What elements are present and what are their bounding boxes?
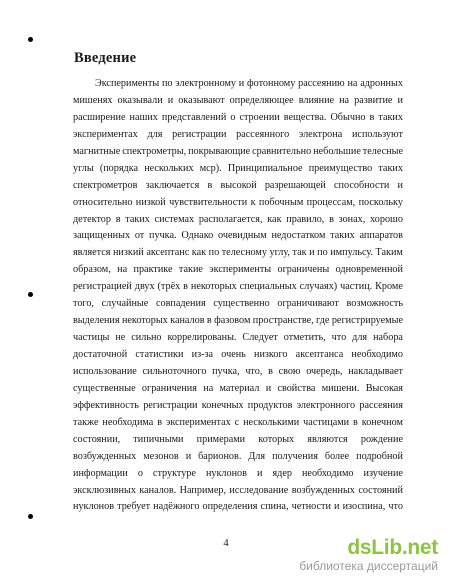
text-line: нуклонов требует надёжного определения спина, четности и изоспина, что [73, 501, 403, 513]
text-line: экспериментах для регистрации рассеянного электрона используют [73, 128, 403, 140]
text-line: защищенных от пучка. Однако очевидным недостатком таких аппаратов [73, 230, 403, 242]
text-line: того, случайные совпадения существенно ограничивают возможность [73, 298, 403, 310]
text-line: использование сильноточного пучка, что, в свою очередь, накладывает [73, 365, 403, 377]
margin-bullet-bottom [28, 514, 33, 519]
text-line: регистрацией двух (трёх в некоторых специальных случаях) частиц. Кроме [73, 281, 403, 293]
text-line: информации о структуре нуклонов и ядер необходимо изучение [73, 467, 403, 479]
text-line: Эксперименты по электронному и фотонному рассеянию на адронных [95, 78, 403, 89]
text-line: также необходима в экспериментах с несколькими частицами в конечном [73, 416, 403, 428]
margin-bullet-top [28, 37, 33, 42]
text-line: состоянии, типичными примерами которых являются рождение [73, 433, 403, 445]
text-line: образом, на практике такие эксперименты ограничены одновременной [73, 264, 403, 276]
section-heading: Введение [74, 50, 137, 66]
watermark-subtitle: библиотека диссертаций [299, 559, 438, 573]
text-line: расширение наших представлений о строении вещества. Обычно в таких [73, 111, 403, 123]
text-line: возбужденных мезонов и барионов. Для получения более подробной [73, 450, 403, 462]
watermark [299, 537, 438, 572]
text-line: достаточной статистики из-за очень низкого аксептанса необходимо [73, 349, 403, 360]
text-line: выделения некоторых каналов в фазовом пространстве, где регистрируемые [73, 315, 403, 327]
text-line: частицы не сильно коррелированы. Следует отметить, что для набора [73, 332, 403, 344]
text-line: эксклюзивных каналов. Например, исследование возбужденных состояний [73, 484, 403, 496]
text-line: существенные ограничения на материал и свойства мишени. Высокая [73, 382, 403, 394]
text-line: эффективность регистрации конечных продуктов электронного рассеяния [73, 399, 403, 411]
text-line: спектрометров заключается в высокой разрешающей способности и [73, 179, 403, 191]
text-line: магнитные спектрометры, покрывающие сравнительно небольшие телесные [73, 145, 403, 157]
text-line: углы (порядка нескольких мср). Принципиальное преимущество таких [73, 162, 403, 174]
text-line: детектор в таких системах располагается, как правило, в зонах, хорошо [73, 213, 403, 225]
text-line: относительно низкой чувствительности к побочным процессам, поскольку [73, 196, 403, 208]
watermark-logo: dsLib.net [347, 536, 438, 559]
text-line: мишенях оказывали и оказывают определяющее влияние на развитие и [73, 94, 403, 106]
text-line: является низкий аксептанс как по телесному углу, так и по импульсу. Таким [73, 247, 403, 259]
body-paragraph [73, 76, 403, 516]
page-number: 4 [223, 538, 229, 549]
margin-bullet-middle [28, 292, 33, 297]
